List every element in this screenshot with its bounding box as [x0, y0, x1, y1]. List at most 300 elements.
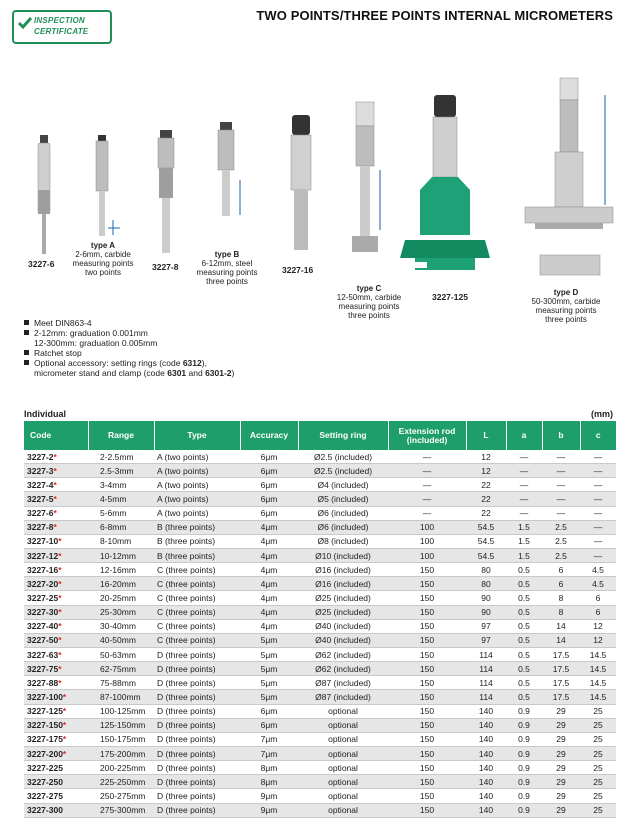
feature-item	[24, 358, 234, 368]
cell-range: 2-2.5mm	[88, 450, 154, 464]
code-text: 3227-10	[27, 536, 59, 547]
cell-l: 54.5	[466, 534, 506, 548]
type-d-desc-3: three points	[545, 315, 587, 324]
cell-setting-ring: Ø8 (included)	[298, 534, 388, 548]
cell-code	[24, 619, 88, 633]
table-row	[24, 775, 616, 789]
inspection-star-icon: *	[62, 691, 67, 702]
cell-c: 14.5	[580, 690, 616, 704]
micrometer-3227-16-image	[291, 115, 311, 250]
cell-a: —	[506, 506, 542, 520]
feature-item	[24, 348, 234, 358]
code-text: 3227-100	[27, 691, 63, 702]
cell-setting-ring: optional	[298, 789, 388, 803]
cell-c: —	[580, 534, 616, 548]
cell-code	[24, 662, 88, 676]
cell-a: 0.9	[506, 718, 542, 732]
cell-setting-ring: optional	[298, 761, 388, 775]
cell-b: 14	[542, 619, 580, 633]
inspection-star-icon: *	[62, 706, 67, 717]
cell-range: 150-175mm	[88, 732, 154, 746]
inspection-star-icon: *	[53, 465, 57, 476]
micrometer-drawings	[0, 40, 623, 320]
cell-range: 6-8mm	[88, 520, 154, 534]
code-text: 3227-25	[27, 592, 59, 603]
cell-a: —	[506, 478, 542, 492]
type-d-desc-2: measuring points	[535, 306, 597, 315]
cell-code	[24, 464, 88, 478]
cell-extension-rod: 150	[388, 591, 466, 605]
cell-extension-rod: 150	[388, 690, 466, 704]
cell-c: —	[580, 464, 616, 478]
cell-l: 114	[466, 662, 506, 676]
inspection-star-icon: *	[58, 649, 62, 660]
cell-extension-rod: 150	[388, 633, 466, 647]
cell-code	[24, 591, 88, 605]
cell-accuracy: 5μm	[240, 662, 298, 676]
micrometer-3227-125-image	[400, 95, 490, 270]
cell-accuracy: 4μm	[240, 520, 298, 534]
cell-l: 140	[466, 789, 506, 803]
bullet-icon	[24, 320, 29, 325]
cell-type: C (three points)	[154, 633, 240, 647]
cell-a: —	[506, 492, 542, 506]
cell-c: 4.5	[580, 577, 616, 591]
cell-code	[24, 633, 88, 647]
cell-code	[24, 520, 88, 534]
cell-c: 14.5	[580, 662, 616, 676]
code-text: 3227-275	[27, 790, 63, 801]
cell-range: 200-225mm	[88, 761, 154, 775]
table-row	[24, 690, 616, 704]
cell-a: —	[506, 450, 542, 464]
type-c-caption	[330, 284, 408, 320]
cell-c: 12	[580, 619, 616, 633]
cell-b: 29	[542, 704, 580, 718]
cell-b: 2.5	[542, 548, 580, 562]
cell-extension-rod: 150	[388, 577, 466, 591]
cell-accuracy: 8μm	[240, 761, 298, 775]
cell-code	[24, 577, 88, 591]
table-row	[24, 591, 616, 605]
section-label: Individual	[24, 409, 67, 419]
cell-accuracy: 6μm	[240, 718, 298, 732]
cell-type: C (three points)	[154, 619, 240, 633]
cell-type: A (two points)	[154, 506, 240, 520]
cell-type: D (three points)	[154, 662, 240, 676]
cell-extension-rod: 150	[388, 732, 466, 746]
code-text: 3227-12	[27, 550, 59, 561]
inspection-star-icon: *	[53, 451, 57, 462]
cell-type: A (two points)	[154, 478, 240, 492]
cell-setting-ring: Ø25 (included)	[298, 605, 388, 619]
cell-c: 6	[580, 591, 616, 605]
table-row	[24, 605, 616, 619]
table-body	[24, 450, 616, 817]
cell-setting-ring: Ø2.5 (included)	[298, 450, 388, 464]
cell-l: 22	[466, 506, 506, 520]
cell-a: —	[506, 464, 542, 478]
table-row	[24, 676, 616, 690]
cell-extension-rod: 150	[388, 761, 466, 775]
label-3227-8: 3227-8	[152, 262, 179, 272]
code-text: 3227-63	[27, 649, 59, 660]
cell-accuracy: 4μm	[240, 548, 298, 562]
cell-code	[24, 605, 88, 619]
type-c-desc-2: measuring points	[338, 302, 400, 311]
micrometer-3227-8-image	[158, 130, 174, 253]
cell-extension-rod: 150	[388, 775, 466, 789]
inspection-star-icon: *	[58, 663, 62, 674]
cell-setting-ring: Ø16 (included)	[298, 577, 388, 591]
type-c-desc-1: 12-50mm, carbide	[336, 293, 402, 302]
cell-code	[24, 789, 88, 803]
cell-c: —	[580, 450, 616, 464]
code-text: 3227-300	[27, 805, 63, 816]
cell-extension-rod: —	[388, 478, 466, 492]
cell-accuracy: 7μm	[240, 746, 298, 760]
code-text: 3227-150	[27, 720, 63, 731]
table-row	[24, 619, 616, 633]
cell-setting-ring: Ø2.5 (included)	[298, 464, 388, 478]
table-row	[24, 704, 616, 718]
cell-extension-rod: 100	[388, 548, 466, 562]
cell-range: 100-125mm	[88, 704, 154, 718]
cell-code	[24, 803, 88, 817]
code-text: 3227-2	[27, 451, 54, 462]
cell-b: 29	[542, 775, 580, 789]
table-row	[24, 577, 616, 591]
cell-a: 0.5	[506, 690, 542, 704]
cell-a: 0.5	[506, 605, 542, 619]
code-text: 3227-3	[27, 465, 54, 476]
cell-accuracy: 8μm	[240, 775, 298, 789]
code-text: 3227-4	[27, 479, 54, 490]
cell-code	[24, 506, 88, 520]
table-row	[24, 761, 616, 775]
inspection-star-icon: *	[53, 508, 57, 519]
cell-accuracy: 5μm	[240, 647, 298, 661]
cell-type: D (three points)	[154, 746, 240, 760]
feature-text: 2-12mm: graduation 0.001mm	[34, 328, 148, 338]
cell-type: B (three points)	[154, 520, 240, 534]
cell-code	[24, 704, 88, 718]
cell-accuracy: 6μm	[240, 464, 298, 478]
cell-a: 0.5	[506, 647, 542, 661]
cell-type: B (three points)	[154, 534, 240, 548]
cell-setting-ring: optional	[298, 732, 388, 746]
type-a-caption	[68, 241, 138, 277]
cell-code	[24, 492, 88, 506]
cell-setting-ring: Ø6 (included)	[298, 506, 388, 520]
code-text: 3227-20	[27, 578, 59, 589]
cell-a: 0.5	[506, 676, 542, 690]
label-3227-125: 3227-125	[432, 292, 468, 302]
cell-extension-rod: 150	[388, 746, 466, 760]
inspection-star-icon: *	[53, 493, 57, 504]
cell-setting-ring: optional	[298, 746, 388, 760]
code-text: 3227-30	[27, 607, 59, 618]
table-row	[24, 492, 616, 506]
cell-extension-rod: 150	[388, 605, 466, 619]
code-text: 3227-75	[27, 663, 59, 674]
cell-c: 25	[580, 732, 616, 746]
cell-accuracy: 7μm	[240, 732, 298, 746]
cell-code	[24, 478, 88, 492]
cell-accuracy: 5μm	[240, 676, 298, 690]
cell-b: 17.5	[542, 676, 580, 690]
cell-extension-rod: —	[388, 464, 466, 478]
cell-type: A (two points)	[154, 464, 240, 478]
cell-setting-ring: Ø25 (included)	[298, 591, 388, 605]
cell-l: 12	[466, 450, 506, 464]
cell-a: 0.5	[506, 662, 542, 676]
cell-c: 25	[580, 704, 616, 718]
cell-b: 29	[542, 803, 580, 817]
cell-c: 14.5	[580, 647, 616, 661]
cell-setting-ring: Ø40 (included)	[298, 633, 388, 647]
cell-setting-ring: optional	[298, 704, 388, 718]
cell-l: 54.5	[466, 548, 506, 562]
inspection-star-icon: *	[58, 621, 62, 632]
code-text: 3227-200	[27, 748, 63, 759]
header-range: Range	[88, 421, 154, 450]
cell-c: 25	[580, 803, 616, 817]
cell-a: 1.5	[506, 520, 542, 534]
cell-type: A (two points)	[154, 450, 240, 464]
feature-list	[24, 318, 234, 378]
cell-b: —	[542, 464, 580, 478]
type-d-desc-1: 50-300mm, carbide	[531, 297, 601, 306]
cell-a: 0.5	[506, 619, 542, 633]
feature-text	[34, 358, 207, 368]
cell-range: 3-4mm	[88, 478, 154, 492]
type-b-desc-2: measuring points	[196, 268, 258, 277]
cell-setting-ring: Ø62 (included)	[298, 647, 388, 661]
inspection-star-icon: *	[62, 748, 67, 759]
inspection-certificate-logo	[12, 10, 112, 44]
cell-a: 0.9	[506, 704, 542, 718]
inspection-star-icon: *	[53, 479, 57, 490]
cell-setting-ring: Ø62 (included)	[298, 662, 388, 676]
cell-accuracy: 9μm	[240, 789, 298, 803]
cell-type: D (three points)	[154, 647, 240, 661]
cell-b: —	[542, 450, 580, 464]
inspection-star-icon: *	[62, 734, 67, 745]
bullet-icon	[24, 350, 29, 355]
header-type: Type	[154, 421, 240, 450]
cell-extension-rod: —	[388, 450, 466, 464]
cell-b: 6	[542, 577, 580, 591]
cell-range: 62-75mm	[88, 662, 154, 676]
cell-l: 140	[466, 732, 506, 746]
cell-b: 17.5	[542, 647, 580, 661]
cell-type: C (three points)	[154, 605, 240, 619]
cell-l: 80	[466, 563, 506, 577]
stand-text: micrometer stand and clamp (code	[34, 368, 168, 378]
cell-setting-ring: optional	[298, 775, 388, 789]
cell-setting-ring: Ø5 (included)	[298, 492, 388, 506]
inspection-star-icon: *	[62, 720, 67, 731]
cell-extension-rod: 150	[388, 563, 466, 577]
cell-a: 0.5	[506, 591, 542, 605]
cell-code	[24, 534, 88, 548]
table-row	[24, 548, 616, 562]
cell-extension-rod: 150	[388, 662, 466, 676]
cell-extension-rod: 150	[388, 789, 466, 803]
cell-code	[24, 548, 88, 562]
cell-accuracy: 4μm	[240, 619, 298, 633]
cell-accuracy: 6μm	[240, 478, 298, 492]
checkmark-icon	[18, 16, 32, 30]
stand-code-2: 6301-2	[205, 368, 232, 378]
cell-c: 25	[580, 746, 616, 760]
cell-code	[24, 732, 88, 746]
cell-c: 6	[580, 605, 616, 619]
cell-l: 140	[466, 761, 506, 775]
cell-b: 8	[542, 605, 580, 619]
cell-c: —	[580, 478, 616, 492]
cell-c: 25	[580, 718, 616, 732]
table-row	[24, 633, 616, 647]
cell-range: 10-12mm	[88, 548, 154, 562]
code-text: 3227-8	[27, 522, 54, 533]
cell-l: 140	[466, 775, 506, 789]
cell-b: 6	[542, 563, 580, 577]
header-b: b	[542, 421, 580, 450]
inspection-star-icon: *	[58, 550, 62, 561]
cell-l: 114	[466, 647, 506, 661]
cell-b: 29	[542, 746, 580, 760]
table-row	[24, 563, 616, 577]
type-a-desc-2: measuring points	[72, 259, 134, 268]
cell-accuracy: 4μm	[240, 605, 298, 619]
cell-l: 114	[466, 676, 506, 690]
inspection-star-icon: *	[53, 522, 57, 533]
cell-l: 80	[466, 577, 506, 591]
cell-b: 29	[542, 718, 580, 732]
cell-l: 140	[466, 718, 506, 732]
cell-extension-rod: 150	[388, 619, 466, 633]
header-code: Code	[24, 421, 88, 450]
code-text: 3227-6	[27, 508, 54, 519]
cell-type: C (three points)	[154, 577, 240, 591]
feature-item	[24, 318, 234, 328]
cell-range: 250-275mm	[88, 789, 154, 803]
table-row	[24, 520, 616, 534]
type-b-detail-image	[218, 122, 240, 216]
cell-a: 0.9	[506, 732, 542, 746]
cell-accuracy: 6μm	[240, 506, 298, 520]
cell-type: D (three points)	[154, 803, 240, 817]
cell-range: 25-30mm	[88, 605, 154, 619]
label-3227-16: 3227-16	[282, 265, 314, 275]
table-row	[24, 450, 616, 464]
cell-range: 275-300mm	[88, 803, 154, 817]
cell-l: 140	[466, 803, 506, 817]
label-3227-6: 3227-6	[28, 259, 55, 269]
cell-l: 140	[466, 746, 506, 760]
inspection-star-icon: *	[58, 677, 62, 688]
type-a-title: type A	[90, 241, 116, 250]
cell-a: 0.9	[506, 775, 542, 789]
feature-text-continued	[24, 368, 234, 378]
type-b-desc-3: three points	[206, 277, 248, 286]
cell-code	[24, 563, 88, 577]
table-header-row	[24, 421, 616, 450]
code-text: 3227-16	[27, 564, 59, 575]
cell-b: 8	[542, 591, 580, 605]
table-row	[24, 647, 616, 661]
code-text: 3227-5	[27, 493, 54, 504]
table-row	[24, 464, 616, 478]
cell-l: 22	[466, 478, 506, 492]
type-a-detail-image	[96, 135, 120, 236]
type-d-caption	[525, 288, 607, 324]
cell-extension-rod: 150	[388, 647, 466, 661]
cell-type: D (three points)	[154, 775, 240, 789]
cell-type: C (three points)	[154, 563, 240, 577]
type-b-desc-1: 6-12mm, steel	[201, 259, 253, 268]
cell-extension-rod: 100	[388, 520, 466, 534]
table-row	[24, 718, 616, 732]
cell-range: 20-25mm	[88, 591, 154, 605]
cell-extension-rod: 150	[388, 803, 466, 817]
cell-b: 2.5	[542, 520, 580, 534]
header-setting-ring: Setting ring	[298, 421, 388, 450]
table-row	[24, 732, 616, 746]
accessory-code: 6312	[182, 358, 202, 368]
cell-setting-ring: optional	[298, 718, 388, 732]
cell-range: 4-5mm	[88, 492, 154, 506]
type-d-detail-image	[525, 78, 613, 275]
code-text: 3227-40	[27, 621, 59, 632]
cell-a: 0.9	[506, 746, 542, 760]
cell-b: —	[542, 492, 580, 506]
cell-a: 0.9	[506, 789, 542, 803]
cell-range: 125-150mm	[88, 718, 154, 732]
cell-accuracy: 4μm	[240, 577, 298, 591]
cell-accuracy: 9μm	[240, 803, 298, 817]
cell-c: 12	[580, 633, 616, 647]
cell-type: D (three points)	[154, 789, 240, 803]
cell-range: 87-100mm	[88, 690, 154, 704]
cell-range: 40-50mm	[88, 633, 154, 647]
code-text: 3227-175	[27, 734, 63, 745]
cell-code	[24, 450, 88, 464]
cell-accuracy: 6μm	[240, 492, 298, 506]
cell-code	[24, 676, 88, 690]
cell-accuracy: 5μm	[240, 633, 298, 647]
table-row	[24, 662, 616, 676]
stand-text-end: )	[231, 368, 235, 378]
cell-a: 0.5	[506, 563, 542, 577]
cell-range: 12-16mm	[88, 563, 154, 577]
table-row	[24, 803, 616, 817]
cell-type: D (three points)	[154, 676, 240, 690]
cell-l: 54.5	[466, 520, 506, 534]
cell-c: 14.5	[580, 676, 616, 690]
cell-b: 29	[542, 789, 580, 803]
header-a: a	[506, 421, 542, 450]
cell-extension-rod: 150	[388, 704, 466, 718]
cell-accuracy: 5μm	[240, 690, 298, 704]
cell-range: 225-250mm	[88, 775, 154, 789]
cell-a: 1.5	[506, 534, 542, 548]
type-c-title: type C	[356, 284, 382, 293]
cell-b: 17.5	[542, 662, 580, 676]
header-c: c	[580, 421, 616, 450]
